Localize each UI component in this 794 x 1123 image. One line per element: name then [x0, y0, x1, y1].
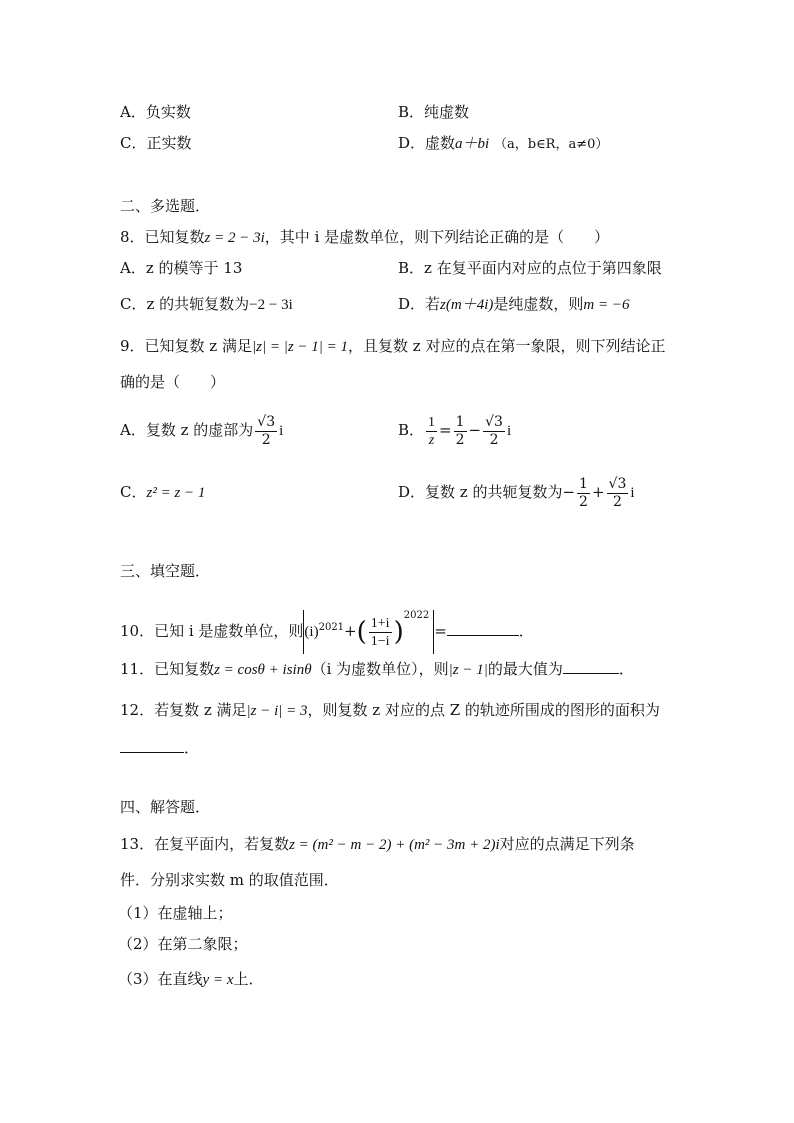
q8-option-d-text-mid: 是纯虚数，则: [493, 295, 584, 313]
fraction-numerator: 1: [428, 414, 436, 430]
q7-option-d-condition: （a，b∈R，a≠0）: [493, 137, 609, 152]
q8-stem-math: z = 2 − 3i: [204, 230, 265, 246]
fraction-numerator: 1+i: [370, 615, 390, 631]
q12-stem-text-end: ，则复数 z 对应的点 Z 的轨迹所围成的图形的面积为: [307, 701, 660, 719]
fraction-numerator: √3: [608, 475, 627, 492]
q10-term: (i): [304, 624, 319, 640]
q9-stem-text: 9．已知复数 z 满足: [120, 337, 252, 355]
q9-option-a-text: A．复数 z 的虚部为: [120, 421, 254, 439]
period: ．: [184, 739, 200, 757]
equals-sign: =: [439, 421, 452, 439]
section-2-heading: 二、多选题．: [120, 197, 211, 215]
q13-sub-3-text: （3）在直线: [118, 970, 203, 988]
q9-option-b-label: B．: [398, 421, 425, 439]
q11-abs-math: |z − 1|: [448, 662, 488, 678]
q9-stem: [120, 336, 665, 357]
q11-stem-text-end: 的最大值为: [487, 660, 563, 678]
period: ．: [518, 622, 534, 640]
q9-option-a: [120, 412, 283, 449]
q13-sub-1: （1）在虚轴上；: [118, 904, 233, 922]
answer-blank[interactable]: [563, 673, 619, 674]
fraction: [577, 476, 590, 511]
fraction-denominator: 2: [579, 493, 588, 510]
exponent: 2021: [318, 622, 345, 633]
q13-sub-3-text-end: 上．: [233, 970, 264, 988]
equals-sign: =: [434, 622, 447, 640]
q9-option-c-math: z² = z − 1: [146, 485, 206, 501]
exponent: 2022: [403, 610, 430, 621]
fraction: [426, 414, 437, 449]
fraction-denominator: 2: [455, 431, 465, 448]
q8-option-d-math: z(m＋4i): [440, 297, 494, 313]
fraction-denominator: 2: [261, 431, 271, 448]
q8-option-c: [120, 294, 293, 315]
imaginary-unit: i: [279, 423, 284, 439]
section-3-heading: 三、填空题．: [120, 562, 211, 580]
q8-option-c-math: −2 − 3i: [249, 297, 293, 313]
q8-option-d: [398, 294, 629, 315]
q8-option-a: A．z 的模等于 13: [120, 259, 243, 277]
q12-answer-line: [120, 738, 199, 758]
q9-stem-line2: 确的是（ ）: [120, 373, 226, 391]
q13-stem-text: 13．在复平面内，若复数: [120, 835, 290, 853]
minus-sign: −: [468, 421, 482, 439]
q12-stem-math: |z − i| = 3: [246, 703, 308, 719]
fraction: [255, 414, 277, 449]
q12-stem-text: 12．若复数 z 满足: [120, 701, 247, 719]
fraction: [369, 615, 392, 650]
q7-option-b: B．纯虚数: [398, 103, 470, 121]
fraction: [607, 476, 629, 511]
section-4-heading: 四、解答题．: [120, 798, 211, 816]
fraction: [483, 414, 505, 449]
plus-sign: +: [344, 622, 357, 640]
answer-blank[interactable]: [447, 635, 519, 636]
q13-sub-2: （2）在第二象限；: [118, 935, 248, 953]
q8-stem: [120, 227, 609, 248]
q11-stem-math: z = cosθ + isinθ: [214, 662, 312, 678]
q13-sub-3: [118, 969, 264, 990]
q9-stem-text-end: ，且复数 z 对应的点在第一象限，则下列结论正: [348, 337, 666, 355]
fraction-numerator: 1: [455, 413, 465, 430]
q8-stem-text: 8．已知复数: [120, 228, 205, 246]
plus-sign: +: [591, 483, 605, 501]
imaginary-unit: i: [630, 485, 635, 501]
q13-stem-text-end: 对应的点满足下列条: [499, 835, 635, 853]
q10-stem-text: 10．已知 i 是虚数单位，则: [120, 622, 304, 640]
q8-option-d-math-2: m = −6: [583, 297, 630, 313]
fraction-denominator: 1−i: [370, 633, 390, 649]
answer-blank[interactable]: [120, 752, 184, 753]
paren-left: (: [356, 617, 367, 647]
fraction-denominator: z: [428, 432, 435, 448]
q8-option-c-text: C．z 的共轭复数为: [120, 295, 250, 313]
fraction-numerator: 1: [579, 475, 588, 492]
q13-sub-3-math: y = x: [202, 972, 234, 988]
q8-option-d-text: D．若: [398, 295, 441, 313]
q9-stem-math: |z| = |z − 1| = 1: [251, 339, 349, 355]
q7-option-c: C．正实数: [120, 134, 192, 152]
q13-stem: [120, 834, 635, 855]
period: ．: [618, 660, 634, 678]
q9-option-c: [120, 482, 205, 503]
q8-stem-text-end: ，其中 i 是虚数单位，则下列结论正确的是（ ）: [264, 228, 610, 246]
q11-stem-text-mid: （i 为虚数单位），则: [311, 660, 449, 678]
q9-option-b: [398, 412, 511, 449]
q9-option-c-label: C．: [120, 483, 147, 501]
fraction-denominator: 2: [489, 431, 499, 448]
q11-stem: [120, 659, 634, 680]
minus-sign: −: [562, 483, 576, 501]
q7-option-d-math: a＋bi: [455, 136, 490, 152]
q12-stem: [120, 700, 660, 721]
q13-stem-line2: 件．分别求实数 m 的取值范围．: [120, 871, 339, 889]
q7-option-d-prefix: D．虚数: [398, 134, 456, 152]
q10-stem: [120, 594, 534, 654]
q9-option-d-text: D．复数 z 的共轭复数为: [398, 483, 563, 501]
paren-right: ): [393, 617, 404, 647]
q13-stem-math: z = (m² − m − 2) + (m² − 3m + 2)i: [289, 837, 500, 853]
q7-option-a: A．负实数: [120, 103, 191, 121]
q11-stem-text: 11．已知复数: [120, 660, 215, 678]
fraction-denominator: 2: [613, 493, 622, 510]
q8-option-b: B．z 在复平面内对应的点位于第四象限: [398, 259, 662, 277]
fraction-numerator: √3: [257, 413, 276, 430]
q9-option-d: [398, 474, 635, 511]
q7-option-d: [398, 133, 608, 155]
fraction: [454, 414, 467, 449]
fraction-numerator: √3: [485, 413, 503, 430]
imaginary-unit: i: [506, 423, 512, 439]
